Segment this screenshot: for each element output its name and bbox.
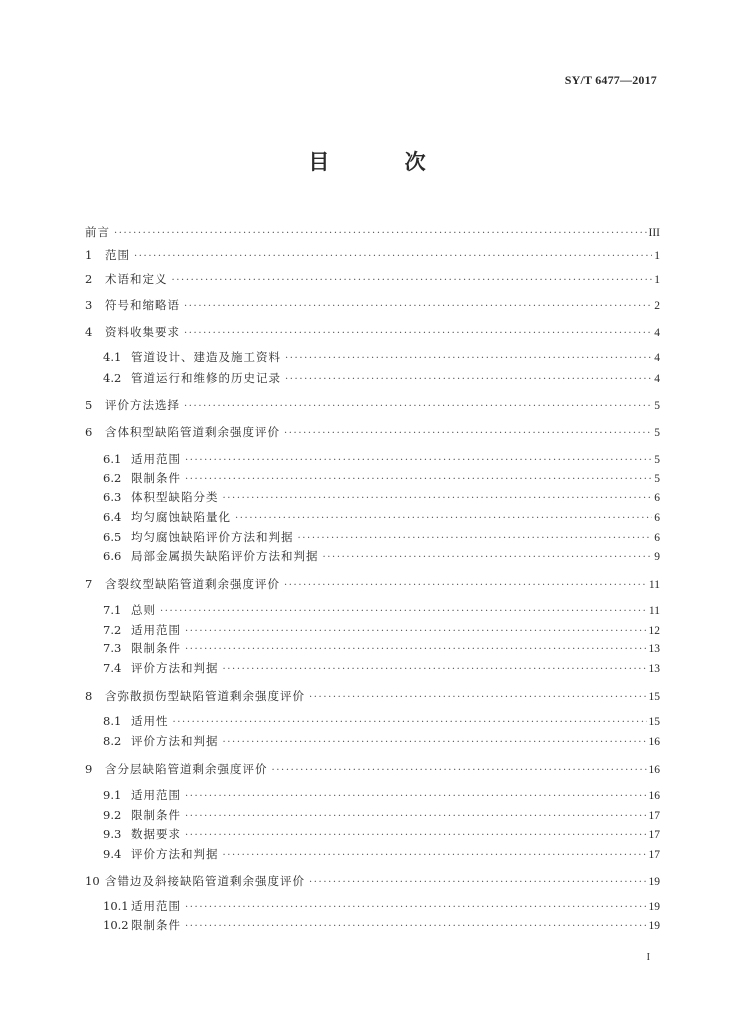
toc-entry[interactable] (103, 788, 660, 804)
toc-entry-number: 10.2 (103, 918, 129, 932)
toc-entry-page: 4 (654, 327, 660, 339)
dot-leader (185, 920, 647, 934)
toc-entry[interactable] (85, 298, 660, 314)
toc-entry[interactable] (85, 689, 660, 705)
toc-entry-label: 管道设计、建造及施工资料 (131, 350, 281, 364)
toc-entry[interactable] (103, 827, 660, 843)
toc-entry-number: 5 (85, 398, 93, 412)
toc-entry-label: 适用范围 (131, 452, 181, 466)
toc-entry[interactable] (103, 847, 660, 863)
toc-entry-page: 5 (654, 400, 660, 412)
toc-entry-number: 6 (85, 425, 93, 439)
toc-entry-number: 7.4 (103, 661, 122, 675)
toc-entry-number: 7.2 (103, 623, 122, 637)
dot-leader (223, 736, 647, 750)
dot-leader (223, 492, 653, 506)
dot-leader (272, 764, 647, 778)
toc-entry-page: 4 (654, 373, 660, 385)
dot-leader (185, 901, 647, 915)
toc-entry[interactable] (85, 398, 660, 414)
toc-entry[interactable] (103, 471, 660, 487)
toc-entry-number: 6.5 (103, 530, 122, 544)
dot-leader (223, 663, 647, 677)
toc-entry-label: 管道运行和维修的历史记录 (131, 371, 281, 385)
dot-leader (309, 876, 647, 890)
toc-entry-label: 适用范围 (131, 788, 181, 802)
page-title: 目 次 (308, 149, 460, 174)
toc-entry-label: 总则 (131, 603, 156, 617)
toc-entry-label: 含错边及斜接缺陷管道剩余强度评价 (105, 874, 305, 888)
dot-leader (223, 849, 647, 863)
toc-entry-label: 含体积型缺陷管道剩余强度评价 (105, 425, 280, 439)
toc-entry-page: 6 (654, 492, 660, 504)
toc-entry[interactable] (103, 734, 660, 750)
toc-entry-page: 19 (648, 920, 660, 932)
toc-entry-label: 评价方法和判据 (131, 847, 219, 861)
toc-entry-label: 评价方法选择 (105, 398, 180, 412)
toc-entry-number: 6.3 (103, 490, 122, 504)
dot-leader (184, 300, 652, 314)
page-number: I (646, 952, 650, 963)
dot-leader (235, 512, 652, 526)
toc-entry-page: 13 (648, 643, 660, 655)
toc-entry[interactable] (85, 272, 660, 288)
dot-leader (185, 810, 647, 824)
toc-entry-label: 资料收集要求 (105, 325, 180, 339)
toc-entry[interactable] (103, 808, 660, 824)
toc-entry-page: 9 (654, 551, 660, 563)
toc-entry-number: 6.1 (103, 452, 122, 466)
toc-entry-page: 4 (654, 352, 660, 364)
toc-entry-number: 9.1 (103, 788, 122, 802)
toc-entry-number: 6.6 (103, 549, 122, 563)
toc-entry[interactable] (103, 549, 660, 565)
dot-leader (284, 579, 647, 593)
toc-entry-label: 适用范围 (131, 899, 181, 913)
toc-entry-page: 12 (648, 625, 660, 637)
toc-entry-number: 4.2 (103, 371, 122, 385)
toc-entry-page: 19 (648, 901, 660, 913)
toc-entry-page: 17 (648, 810, 660, 822)
toc-entry-page: 1 (654, 250, 660, 262)
toc-entry-label: 范围 (105, 248, 130, 262)
toc-entry-number: 6.2 (103, 471, 122, 485)
toc-entry-page: 5 (654, 473, 660, 485)
dot-leader (114, 227, 647, 241)
toc-entry-number: 6.4 (103, 510, 122, 524)
toc-entry-number: 8.2 (103, 734, 122, 748)
toc-entry-label: 数据要求 (131, 827, 181, 841)
toc-entry-label: 符号和缩略语 (105, 298, 180, 312)
toc-entry[interactable] (103, 603, 660, 619)
toc-entry[interactable] (103, 714, 660, 730)
toc-entry-page: 16 (648, 736, 660, 748)
dot-leader (184, 400, 652, 414)
toc-entry-label: 适用性 (131, 714, 169, 728)
toc-entry-number: 2 (85, 272, 93, 286)
toc-entry-page: 5 (654, 427, 660, 439)
standard-code: SY/T 6477—2017 (564, 73, 657, 87)
toc-entry-number: 1 (85, 248, 93, 262)
toc-entry[interactable] (85, 425, 660, 441)
toc-entry[interactable] (103, 490, 660, 506)
toc-entry-number: 9 (85, 762, 93, 776)
dot-leader (185, 643, 647, 657)
dot-leader (185, 829, 647, 843)
toc-entry-page: 16 (648, 790, 660, 802)
dot-leader (173, 716, 647, 730)
toc-entry[interactable] (85, 325, 660, 341)
toc-entry-number: 8.1 (103, 714, 122, 728)
toc-entry-label: 限制条件 (131, 808, 181, 822)
toc-entry-number: 3 (85, 298, 93, 312)
dot-leader (309, 691, 647, 705)
toc-entry-number: 10.1 (103, 899, 129, 913)
toc-entry-page: 13 (648, 663, 660, 675)
toc-entry[interactable] (103, 350, 660, 366)
toc-entry-label: 含弥散损伤型缺陷管道剩余强度评价 (105, 689, 305, 703)
toc-entry[interactable] (103, 371, 660, 387)
toc-entry-page: 11 (648, 579, 660, 591)
dot-leader (160, 605, 647, 619)
dot-leader (134, 250, 652, 264)
toc-entry[interactable] (103, 641, 660, 657)
toc-entry-number: 7 (85, 577, 93, 591)
toc-entry-page: 2 (654, 300, 660, 312)
toc-entry[interactable] (85, 577, 660, 593)
dot-leader (185, 473, 652, 487)
toc-entry-number: 4 (85, 325, 93, 339)
dot-leader (172, 274, 653, 288)
toc-entry-page: 19 (648, 876, 660, 888)
toc-entry-page: 15 (648, 691, 660, 703)
toc-entry-label: 评价方法和判据 (131, 661, 219, 675)
toc-entry-page: 5 (654, 454, 660, 466)
toc-entry-number: 7.1 (103, 603, 122, 617)
toc-entry-number: 7.3 (103, 641, 122, 655)
toc-entry-label: 限制条件 (131, 641, 181, 655)
dot-leader (185, 790, 647, 804)
toc-entry[interactable] (103, 899, 660, 915)
toc-entry-label: 均匀腐蚀缺陷量化 (131, 510, 231, 524)
toc-entry-page: 17 (648, 829, 660, 841)
toc-entry-label: 前言 (85, 225, 110, 239)
toc-entry-label: 评价方法和判据 (131, 734, 219, 748)
toc-entry-number: 9.3 (103, 827, 122, 841)
toc-entry[interactable] (85, 225, 660, 241)
toc-entry-label: 均匀腐蚀缺陷评价方法和判据 (131, 530, 294, 544)
toc-entry[interactable] (103, 918, 660, 934)
toc-entry[interactable] (103, 623, 660, 639)
toc-entry-number: 4.1 (103, 350, 122, 364)
dot-leader (185, 625, 647, 639)
toc-entry-number: 10 (85, 874, 100, 888)
toc-entry[interactable] (103, 661, 660, 677)
toc-entry-label: 术语和定义 (105, 272, 168, 286)
dot-leader (298, 532, 653, 546)
toc-entry-label: 适用范围 (131, 623, 181, 637)
toc-entry-label: 体积型缺陷分类 (131, 490, 219, 504)
toc-entry-page: III (648, 227, 660, 239)
toc-entry-page: 15 (648, 716, 660, 728)
toc-entry-page: 6 (654, 512, 660, 524)
toc-entry[interactable] (103, 510, 660, 526)
toc-entry-label: 局部金属损失缺陷评价方法和判据 (131, 549, 319, 563)
toc-entry-page: 16 (648, 764, 660, 776)
toc-entry[interactable] (85, 762, 660, 778)
dot-leader (284, 427, 652, 441)
dot-leader (285, 373, 652, 387)
toc-entry-number: 9.4 (103, 847, 122, 861)
toc-entry-label: 限制条件 (131, 471, 181, 485)
dot-leader (185, 454, 652, 468)
toc-entry-page: 17 (648, 849, 660, 861)
toc-entry-number: 8 (85, 689, 93, 703)
toc-entry[interactable] (85, 248, 660, 264)
toc-entry-number: 9.2 (103, 808, 122, 822)
toc-entry-label: 限制条件 (131, 918, 181, 932)
toc-entry-page: 6 (654, 532, 660, 544)
toc-entry-label: 含分层缺陷管道剩余强度评价 (105, 762, 268, 776)
toc-entry[interactable] (103, 452, 660, 468)
toc-entry-page: 1 (654, 274, 660, 286)
toc-entry-label: 含裂纹型缺陷管道剩余强度评价 (105, 577, 280, 591)
toc-entry[interactable] (85, 874, 660, 890)
toc-entry[interactable] (103, 530, 660, 546)
toc-entry-page: 11 (648, 605, 660, 617)
dot-leader (323, 551, 653, 565)
dot-leader (184, 327, 652, 341)
dot-leader (285, 352, 652, 366)
